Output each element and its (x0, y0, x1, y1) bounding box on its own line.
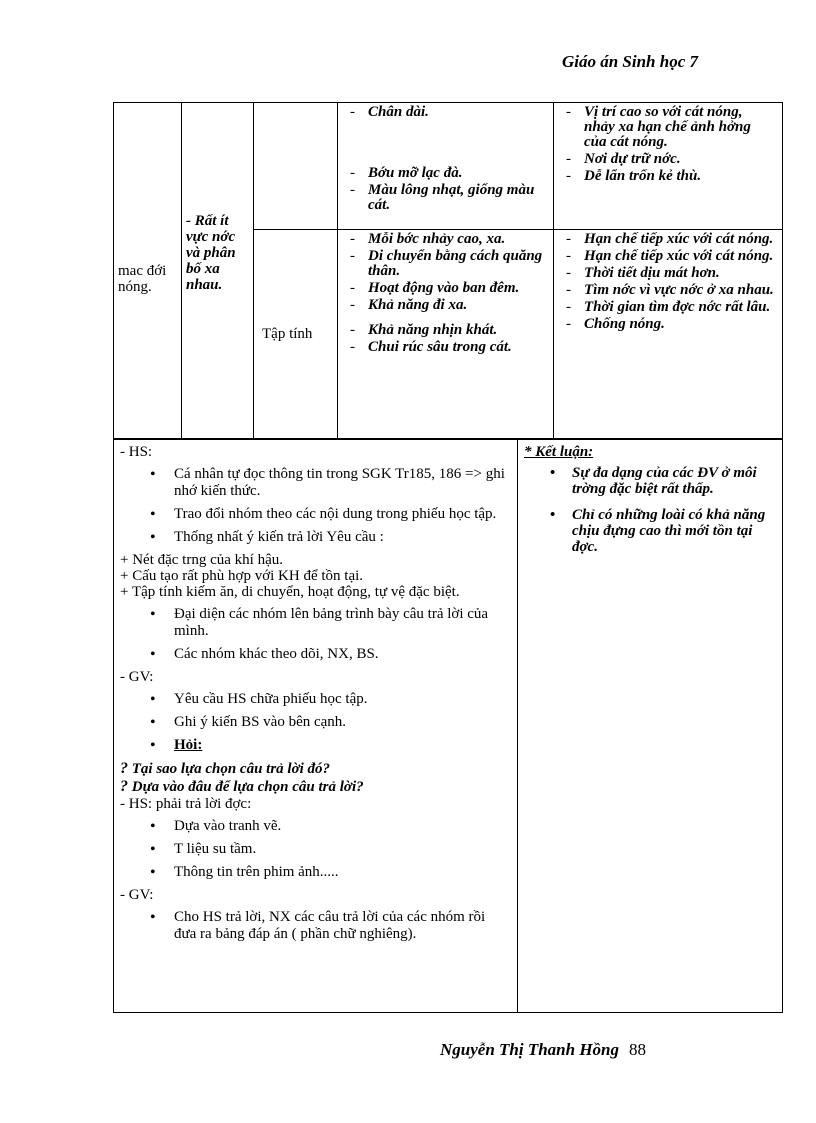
structure-meaning-cell (554, 103, 783, 230)
author-name: Nguyễn Thị Thanh Hồng (440, 1040, 620, 1059)
requirement: + Nét đặc trng của khí hậu. (120, 552, 283, 568)
env-trait: - Rất ít vực nớc và phân bố xa nhau. (186, 212, 236, 293)
behavior-feature: - Hoạt động vào ban đêm. (338, 281, 547, 296)
hs-label: - HS: (120, 444, 153, 460)
gv-label: - GV: (120, 669, 154, 685)
behavior-meaning-cell (554, 230, 783, 439)
structure-feature: - Bớu mỡ lạc đà. (338, 166, 547, 181)
behavior-feature: - Di chuyển bằng cách quăng thân. (338, 249, 547, 279)
env-name: mac đới nóng. (118, 262, 167, 295)
structure-label-cell (254, 103, 338, 230)
gv-final-item: • Cho HS trả lời, NX các câu trả lời của các nhóm rồi đưa ra bảng đáp án ( phần chữ nghiêng). (120, 909, 511, 943)
gv-item: • Ghi ý kiến BS vào bên cạnh. (120, 714, 511, 731)
structure-meaning: - Nơi dự trữ nớc. (554, 152, 776, 167)
env-trait-cell (182, 103, 254, 439)
behavior-feature: - Chui rúc sâu trong cát. (338, 340, 547, 355)
structure-meaning: - Vị trí cao so với cát nóng, nhảy xa hạn chế ảnh hởng của cát nóng. (554, 105, 776, 150)
behavior-meaning: - Hạn chế tiếp xúc với cát nóng. (554, 249, 776, 264)
behavior-meaning: - Hạn chế tiếp xúc với cát nóng. (554, 232, 776, 247)
ask-item (120, 737, 511, 754)
conclusion-cell (518, 440, 783, 1013)
behavior-meaning: - Chống nóng. (554, 317, 776, 332)
hs-item: • Thống nhất ý kiến trả lời Yêu cầu : (120, 529, 511, 546)
conclusion-item: • Chỉ có những loài có khả năng chịu đựng cao thì mới tồn tại đợc. (524, 507, 776, 555)
hs-item: • Trao đổi nhóm theo các nội dung trong phiếu học tập. (120, 506, 511, 523)
structure-meaning: - Dễ lẩn trốn kẻ thù. (554, 169, 776, 184)
question-mark-icon: ? (120, 760, 128, 777)
activity-cell (114, 440, 518, 1013)
hs-item: • Cá nhân tự đọc thông tin trong SGK Tr185, 186 => ghi nhớ kiến thức. (120, 466, 511, 500)
hs-answer-label: - HS: phải trả lời đợc: (120, 796, 252, 812)
behavior-feature: - Khả năng nhịn khát. (338, 323, 547, 338)
requirement: + Cấu tạo rất phù hợp với KH để tồn tại. (120, 568, 364, 584)
lesson-activity-table (113, 439, 783, 1013)
page-footer (440, 1040, 646, 1060)
hs-item: • Đại diện các nhóm lên bảng trình bày câu trả lời của mình. (120, 606, 511, 640)
answer-item: • Thông tin trên phim ảnh..... (120, 864, 511, 881)
requirement: + Tập tính kiếm ăn, di chuyển, hoạt động, tự vệ đặc biệt. (120, 584, 460, 600)
structure-features-cell (338, 103, 554, 230)
question-mark-icon: ? (120, 778, 128, 795)
behavior-feature: - Mỗi bớc nhảy cao, xa. (338, 232, 547, 247)
question-text: Dựa vào đâu để lựa chọn câu trả lời? (131, 779, 364, 795)
conclusion-item: • Sự đa dạng của các ĐV ở môi trờng đặc biệt rất thấp. (524, 465, 776, 497)
answer-item: • Dựa vào tranh vẽ. (120, 818, 511, 835)
question-1 (120, 760, 511, 778)
hs-item: • Các nhóm khác theo dõi, NX, BS. (120, 646, 511, 663)
behavior-label: Tập tính (262, 326, 313, 342)
structure-feature: - Màu lông nhạt, giống màu cát. (338, 183, 547, 213)
structure-feature: - Chân dài. (338, 105, 547, 120)
behavior-meaning: - Tìm nớc vì vực nớc ở xa nhau. (554, 283, 776, 298)
ask-label: Hỏi: (174, 737, 203, 753)
env-cell (114, 103, 182, 439)
behavior-label-cell (254, 230, 338, 439)
adaptation-table (113, 102, 783, 439)
conclusion-label: * Kết luận: (524, 444, 594, 460)
page-number: 88 (629, 1040, 647, 1059)
gv-label: - GV: (120, 887, 154, 903)
question-2 (120, 778, 511, 796)
behavior-meaning: - Thời tiết dịu mát hơn. (554, 266, 776, 281)
answer-item: • T liệu su tầm. (120, 841, 511, 858)
gv-item: • Yêu cầu HS chữa phiếu học tập. (120, 691, 511, 708)
behavior-features-cell (338, 230, 554, 439)
behavior-meaning: - Thời gian tìm đợc nớc rất lâu. (554, 300, 776, 315)
page-header: Giáo án Sinh học 7 (561, 52, 698, 71)
question-text: Tại sao lựa chọn câu trả lời đó? (131, 761, 331, 777)
behavior-feature: - Khả năng đi xa. (338, 298, 547, 313)
